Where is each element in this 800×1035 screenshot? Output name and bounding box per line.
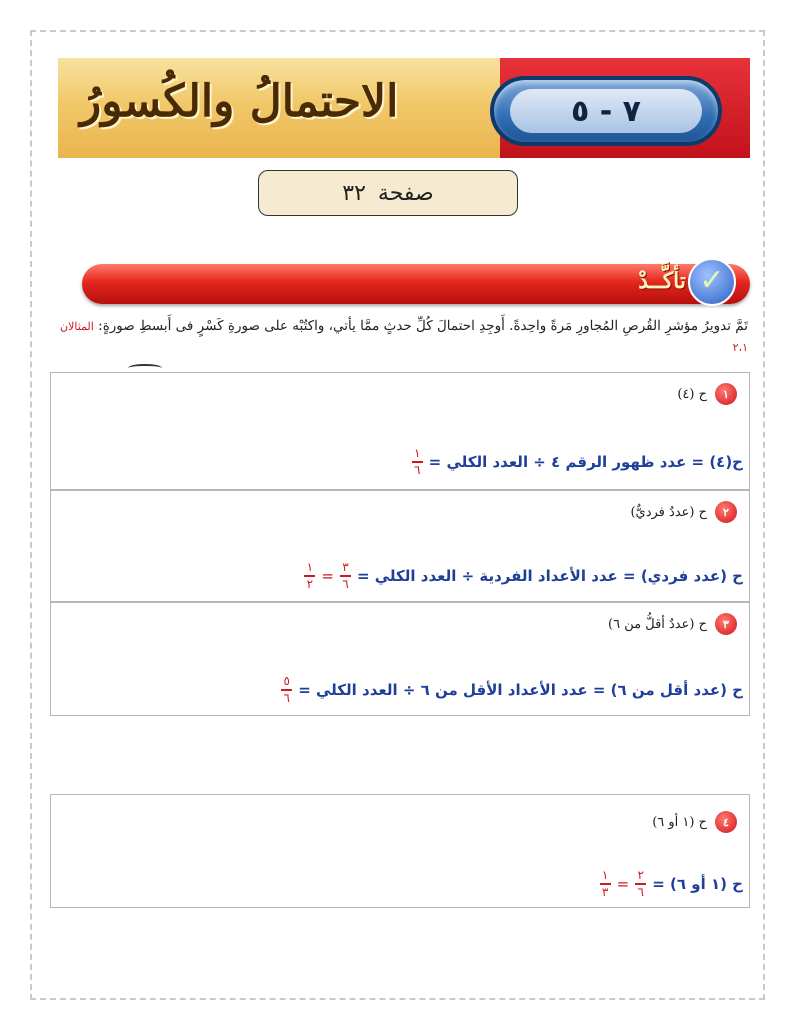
fraction-numerator: ٥ (283, 674, 290, 688)
spinner-edge-icon (128, 364, 162, 372)
check-banner (82, 264, 750, 304)
question-title-4 (652, 811, 737, 833)
checkmark-icon: ✓ (688, 258, 736, 306)
question-title-2 (630, 501, 737, 523)
question-box-2 (50, 490, 750, 602)
fraction-denominator: ٦ (342, 576, 349, 591)
equals-sign: = (321, 566, 334, 585)
answer-text: ح (عدد أقل من ٦) = عدد الأعداد الأقل من ٦ ÷ العدد الكلي = (298, 680, 743, 699)
question-number-icon: ٤ (715, 811, 737, 833)
instructions (48, 316, 748, 358)
answer-3 (281, 675, 743, 705)
answer-text: ح (١ أو ٦) = (652, 874, 743, 893)
fraction-denominator: ٦ (413, 462, 421, 477)
fraction-numerator: ١ (601, 868, 609, 882)
lesson-number-pill (490, 76, 722, 146)
fraction-denominator: ٢ (306, 576, 314, 591)
answer-2 (304, 561, 743, 591)
fraction (635, 869, 646, 899)
answer-text: ح(٤) = عدد ظهور الرقم ٤ ÷ العدد الكلي = (428, 452, 743, 471)
question-text: ح (١ أو ٦) (652, 814, 707, 830)
fraction-numerator: ١ (306, 560, 314, 574)
examples-reference: المثالان ٢،١ (60, 320, 748, 354)
instructions-text: تَمَّ تدويرُ مؤشرِ القُرصِ المُجاورِ مَرةً واحِدةً. أَوجِدِ احتمالَ كُلِّ حدثٍ ممَّا يأتي، واكتُبْه على صورةِ كَسْرٍ فى أَبسطِ صورةٍ: (98, 318, 748, 334)
answer-1 (412, 447, 743, 477)
lesson-number: ٧ - ٥ (510, 89, 702, 133)
question-box-4 (50, 794, 750, 908)
page-number: ٣٢ (342, 180, 366, 206)
question-text: ح (عددٌ أقلُّ من ٦) (608, 616, 707, 632)
equals-sign: = (616, 874, 630, 893)
fraction (340, 561, 351, 591)
fraction-numerator: ٣ (342, 560, 349, 574)
answer-text: ح (عدد فردي) = عدد الأعداد الفردية ÷ العدد الكلي = (356, 566, 743, 585)
page-number-box (258, 170, 518, 216)
answer-4 (600, 869, 743, 899)
question-title-3 (608, 613, 737, 635)
question-number-icon: ١ (715, 383, 737, 405)
question-number-icon: ٢ (715, 501, 737, 523)
question-box-1 (50, 372, 750, 490)
fraction-denominator: ٣ (601, 884, 609, 899)
fraction-numerator: ١ (413, 446, 421, 460)
question-box-3 (50, 602, 750, 716)
banner-label: تأكَّــدْ (638, 268, 686, 294)
question-text: ح (عددٌ فرديٌّ) (630, 504, 707, 520)
fraction (412, 447, 423, 477)
fraction-numerator: ٢ (637, 868, 644, 882)
question-number-icon: ٣ (715, 613, 737, 635)
fraction-denominator: ٦ (283, 690, 290, 705)
fraction (281, 675, 292, 705)
fraction (600, 869, 611, 899)
lesson-title: الاحتمالُ والكُسورُ (80, 76, 399, 127)
lesson-header (58, 58, 750, 158)
question-text: ح (٤) (677, 386, 707, 402)
page-label: صفحة (377, 180, 434, 206)
fraction (304, 561, 315, 591)
question-title-1 (677, 383, 737, 405)
fraction-denominator: ٦ (637, 884, 644, 899)
